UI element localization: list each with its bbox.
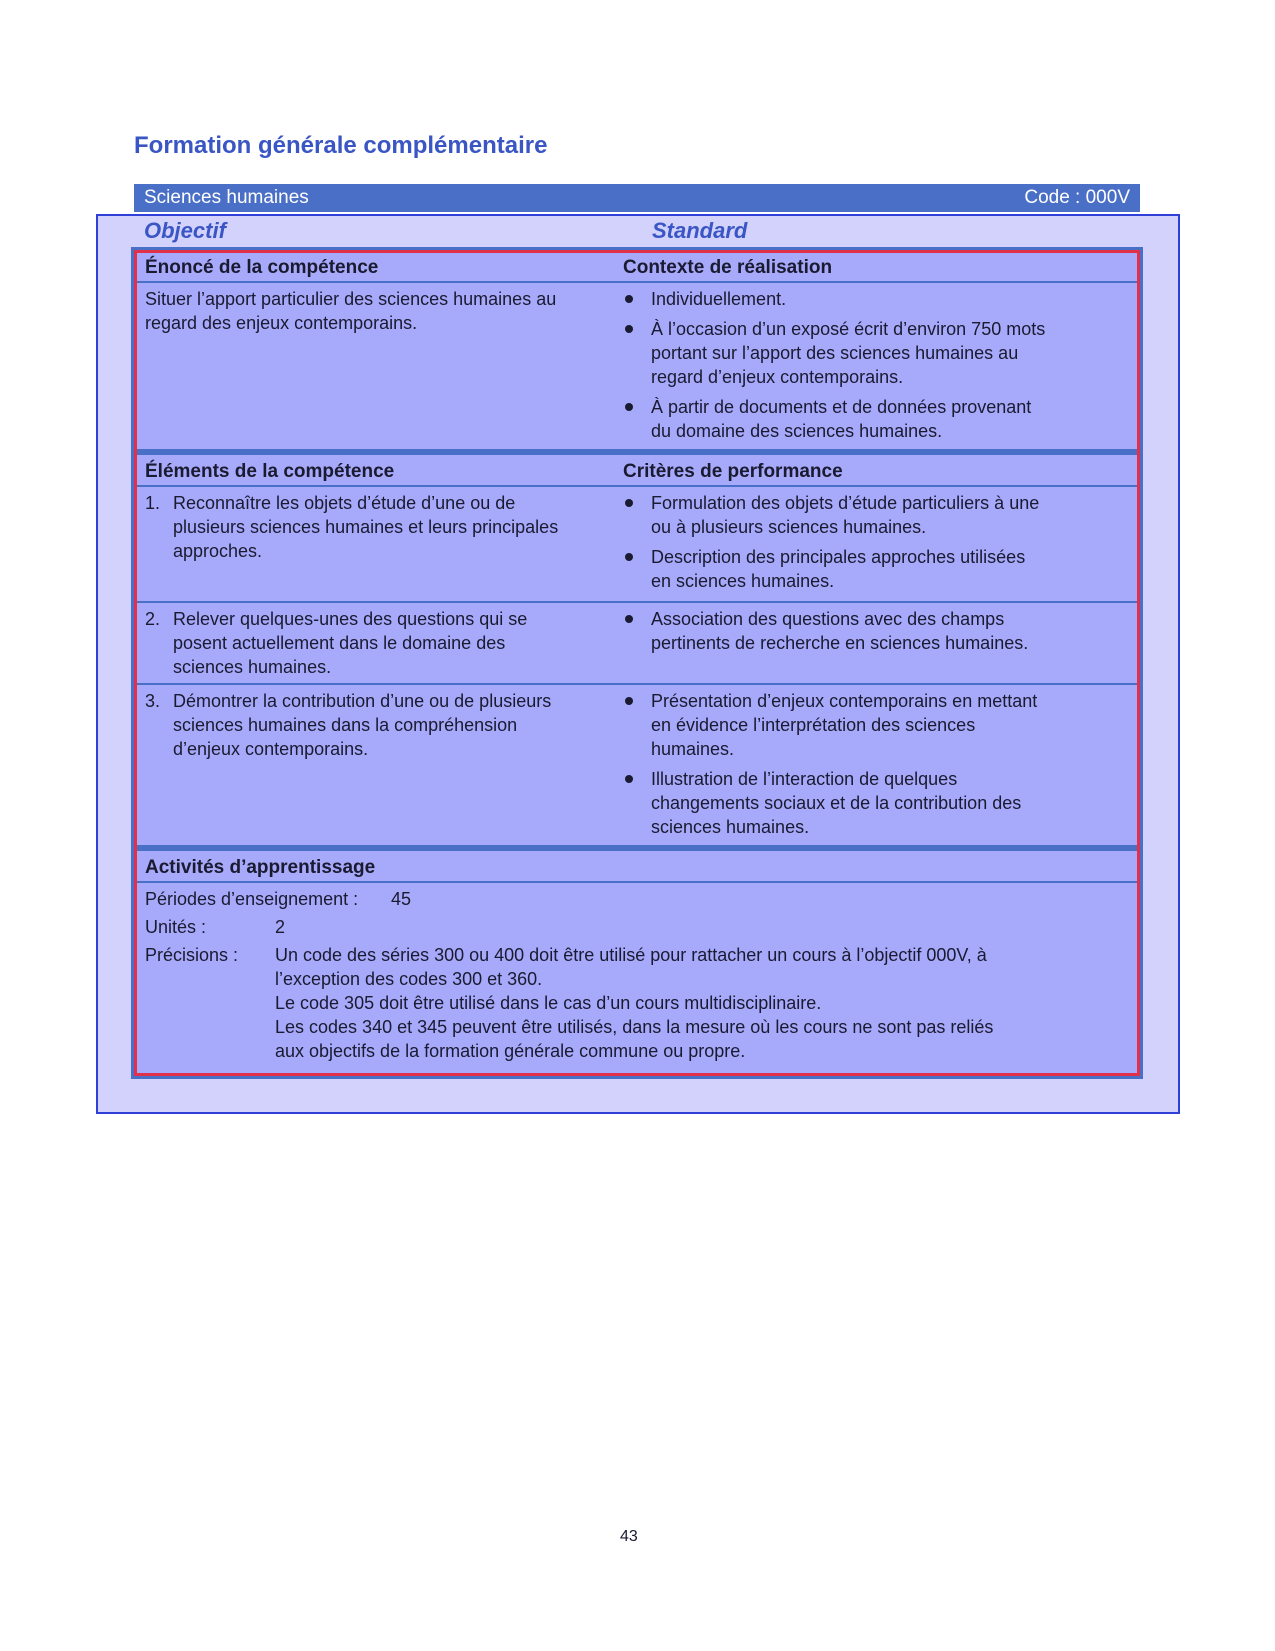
element-text: sciences humaines. [173,657,332,677]
element-text: d’enjeux contemporains. [173,739,369,759]
element-text: Démontrer la contribution d’une ou de plusieurs [173,691,552,711]
bullet-dot [625,615,633,623]
element-item [145,491,615,563]
precisions-line: Les codes 340 et 345 peuvent être utilisés, dans la mesure où les cours ne sont pas reliés [275,1017,994,1037]
contexte-bullet-text: portant sur l’apport des sciences humaines au [651,343,1019,363]
criteria-text: Formulation des objets d’étude particuliers à une [651,493,1040,513]
row-divider [137,683,1137,685]
contexte-bullet-text: regard d’enjeux contemporains. [651,367,904,387]
criteria-bullet [623,689,1093,761]
contexte-bullet [623,395,1093,443]
contexte-bullet-text: À partir de documents et de données provenant [651,397,1032,417]
activites-header-row [137,853,1137,883]
contexte-bullet-text: du domaine des sciences humaines. [651,421,943,441]
page-title: Formation générale complémentaire [134,132,548,159]
precisions-label: Précisions : [145,945,239,965]
precisions-line: l’exception des codes 300 et 360. [275,969,543,989]
periodes-label: Périodes d’enseignement : [145,889,359,909]
objectif-standard-row [144,218,1134,250]
element-number: 2. [145,609,161,629]
criteria-text: changements sociaux et de la contribution des [651,793,1022,813]
row-divider [137,601,1137,603]
bullet-dot [625,775,633,783]
bullet-dot [625,325,633,333]
precisions-line: Un code des séries 300 ou 400 doit être utilisé pour rattacher un cours à l’objectif 000V, à [275,945,987,965]
criteria-text: pertinents de recherche en sciences humaines. [651,633,1029,653]
criteria-text: Association des questions avec des champs [651,609,1005,629]
criteria-text: Description des principales approches utilisées [651,547,1026,567]
unites-value: 2 [275,917,286,937]
enonce-header-row [137,253,1137,283]
criteria-text: en sciences humaines. [651,571,835,591]
activites-header: Activités d’apprentissage [145,857,376,878]
elements-header: Éléments de la compétence [145,461,395,482]
standard-label: Standard [652,218,748,243]
criteria-text: ou à plusieurs sciences humaines. [651,517,927,537]
precisions-line: Le code 305 doit être utilisé dans le cas d’un cours multidisciplinaire. [275,993,822,1013]
element-number: 1. [145,493,161,513]
precisions-line: aux objectifs de la formation générale commune ou propre. [275,1041,746,1061]
criteria-bullet [623,767,1093,839]
criteres-header: Critères de performance [623,461,843,482]
criteria-text: Présentation d’enjeux contemporains en mettant [651,691,1038,711]
objectif-label: Objectif [144,218,226,243]
element-text: posent actuellement dans le domaine des [173,633,506,653]
elements-header-row [137,457,1137,487]
contexte-bullet-text: À l’occasion d’un exposé écrit d’environ 750 mots [651,319,1046,339]
enonce-header: Énoncé de la compétence [145,257,379,278]
criteria-bullet [623,545,1093,593]
page-number: 43 [620,1528,638,1545]
criteria-text: humaines. [651,739,735,759]
criteria-bullet [623,491,1093,539]
section-divider [137,845,1137,851]
bullet-dot [625,499,633,507]
bullet-dot [625,295,633,303]
element-text: plusieurs sciences humaines et leurs principales [173,517,559,537]
contexte-bullet [623,287,1093,311]
criteria-bullet [623,607,1093,655]
criteria-text: en évidence l’interprétation des sciences [651,715,976,735]
element-item [145,607,615,679]
periodes-value: 45 [391,889,412,909]
section-bar [134,184,1140,212]
competence-table [134,250,1140,1076]
enonce-text-line: regard des enjeux contemporains. [145,313,418,333]
section-code: Code : 000V [1024,187,1130,208]
bullet-dot [625,553,633,561]
section-divider [137,449,1137,455]
contexte-bullet [623,317,1093,389]
element-number: 3. [145,691,161,711]
element-text: sciences humaines dans la compréhension [173,715,518,735]
bullet-dot [625,697,633,705]
element-text: Relever quelques-unes des questions qui se [173,609,528,629]
criteria-text: sciences humaines. [651,817,810,837]
contexte-bullet-text: Individuellement. [651,289,787,309]
section-name: Sciences humaines [144,187,309,208]
enonce-text-line: Situer l’apport particulier des sciences humaines au [145,289,557,309]
bullet-dot [625,403,633,411]
element-item [145,689,615,761]
unites-label: Unités : [145,917,207,937]
element-text: Reconnaître les objets d’étude d’une ou de [173,493,516,513]
criteria-text: Illustration de l’interaction de quelques [651,769,958,789]
element-text: approches. [173,541,263,561]
contexte-header: Contexte de réalisation [623,257,833,278]
